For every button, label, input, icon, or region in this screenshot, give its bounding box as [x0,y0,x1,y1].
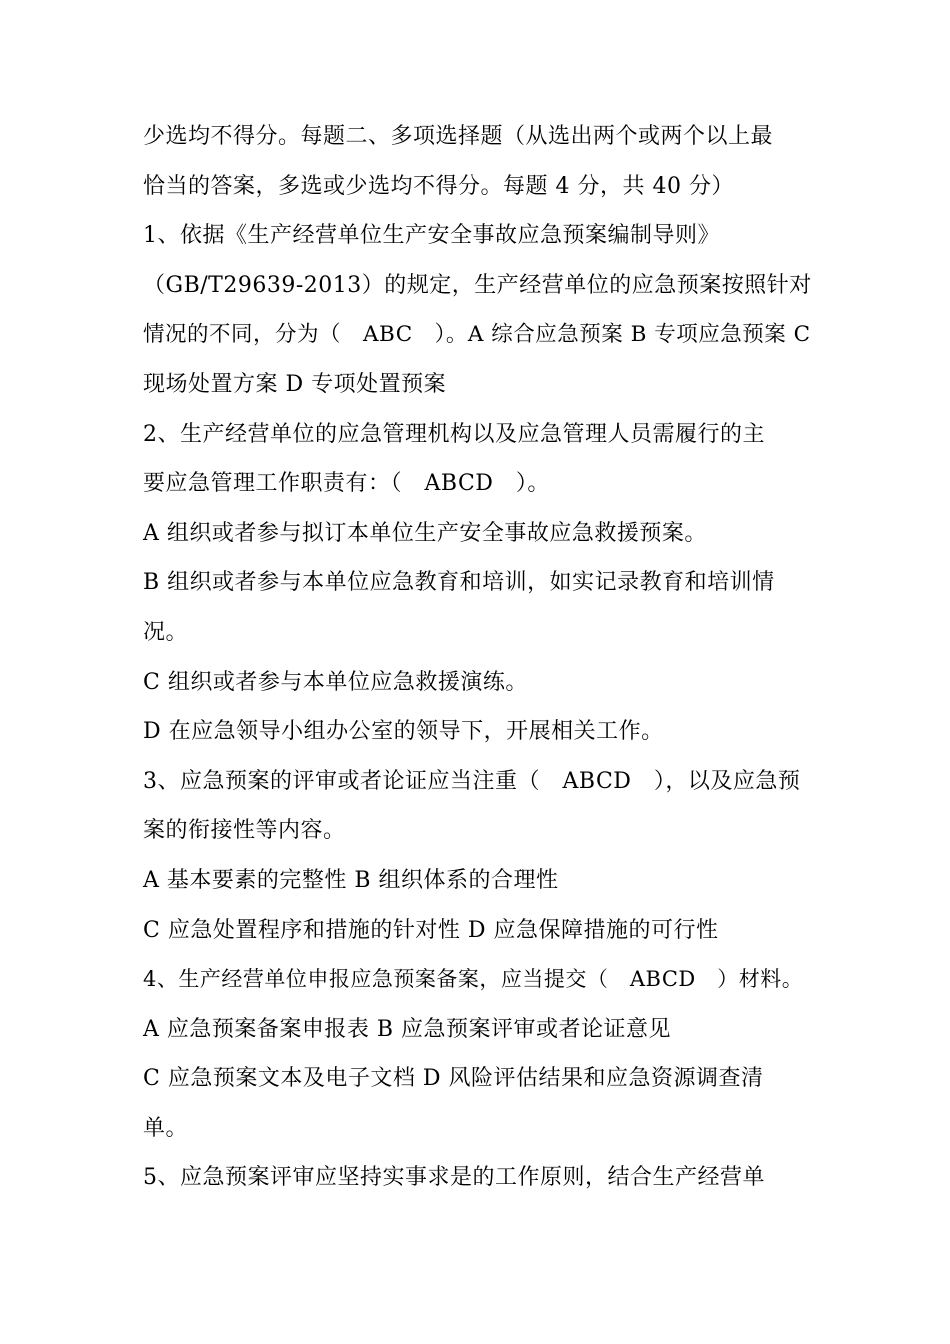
question-3-stem: 3、应急预案的评审或者论证应当注重（ ABCD ），以及应急预 [143,768,801,794]
option-line: C 应急处置程序和措施的针对性 D 应急保障措施的可行性 [143,917,719,943]
question-4-stem: 4、生产经营单位申报应急预案备案，应当提交（ ABCD ）材料。 [143,967,804,992]
text-line: 情况的不同，分为（ ABC ）。A 综合应急预案 B 专项应急预案 C [143,322,811,348]
option-line: C 应急预案文本及电子文档 D 风险评估结果和应急资源调查清 [143,1066,764,1092]
text-line: 现场处置方案 D 专项处置预案 [143,371,447,397]
question-1-stem: 1、依据《生产经营单位生产安全事故应急预案编制导则》 [143,223,720,249]
document-body [143,112,813,1203]
option-line: C 组织或者参与本单位应急救援演练。 [143,669,528,695]
text-line: 少选均不得分。每题二、多项选择题（从选出两个或两个以上最 [143,124,774,149]
option-line: A 组织或者参与拟订本单位生产安全事故应急救援预案。 [143,520,707,546]
question-5-stem: 5、应急预案评审应坚持实事求是的工作原则，结合生产经营单 [143,1165,765,1191]
option-line: A 基本要素的完整性 B 组织体系的合理性 [143,867,559,893]
question-2-stem: 2、生产经营单位的应急管理机构以及应急管理人员需履行的主 [143,421,765,447]
option-line: A 应急预案备案申报表 B 应急预案评审或者论证意见 [143,1016,672,1042]
option-line: D 在应急领导小组办公室的领导下，开展相关工作。 [143,719,664,745]
text-line: 单。 [143,1115,189,1141]
text-line: 要应急管理工作职责有：（ ABCD ）。 [143,471,550,497]
text-line: 况。 [143,619,189,645]
text-line: 案的衔接性等内容。 [143,818,346,844]
option-line: B 组织或者参与本单位应急教育和培训，如实记录教育和培训情 [143,570,775,596]
text-line: （GB/T29639-2013）的规定，生产经营单位的应急预案按照针对 [143,272,812,298]
text-line: 恰当的答案，多选或少选均不得分。每题 4 分，共 40 分） [143,173,734,199]
